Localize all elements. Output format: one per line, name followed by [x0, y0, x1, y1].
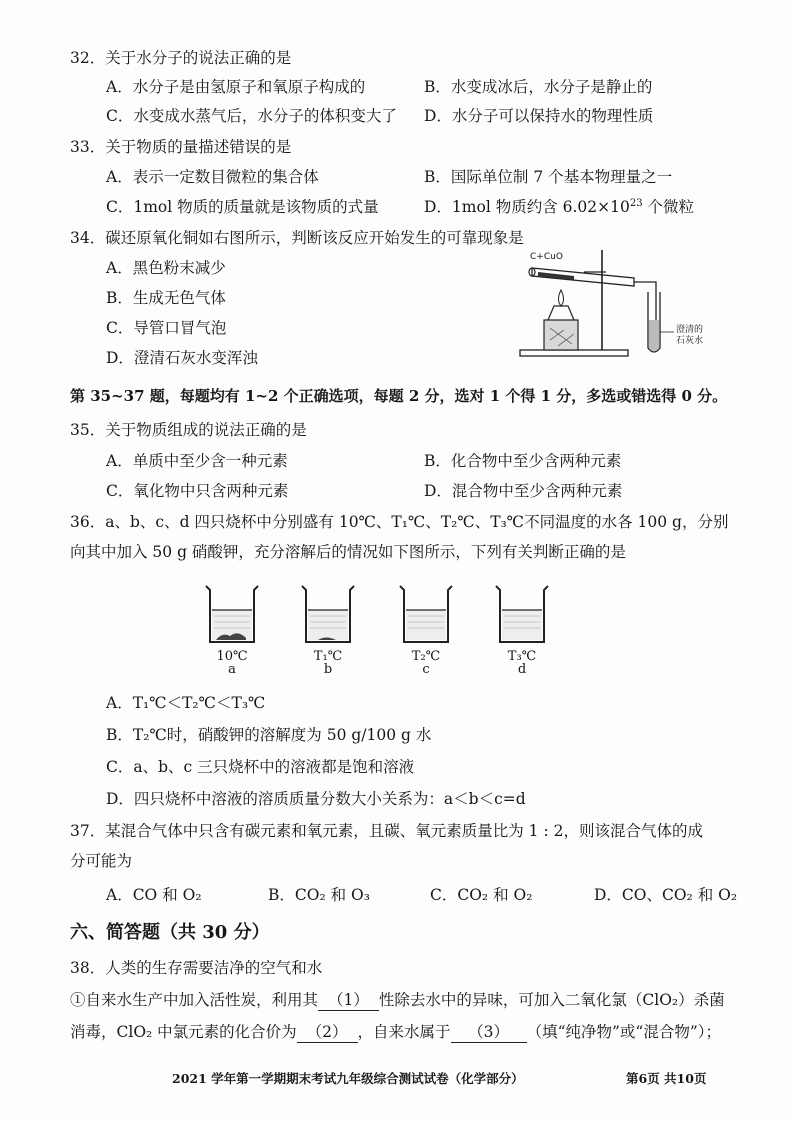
q32-option-d: D．水分子可以保持水的物理性质 [424, 107, 654, 125]
q36-option-b: B．T₂℃时，硝酸钾的溶解度为 50 g/100 g 水 [106, 726, 432, 744]
answer-blank-3[interactable]: （3） [451, 1022, 527, 1043]
fig-tube-label: C+CuO [530, 252, 563, 262]
q36-option-d: D．四只烧杯中溶液的溶质质量分数大小关系为：a＜b＜c=d [106, 790, 526, 808]
answer-blank-1[interactable]: （1） [318, 990, 379, 1011]
q36-option-c: C．a、b、c 三只烧杯中的溶液都是饱和溶液 [106, 758, 415, 776]
beaker-d-temp: T₃℃ [507, 649, 537, 664]
q37-option-d: D．CO、CO₂ 和 O₂ [594, 886, 738, 904]
section-six-heading: 六、简答题（共 30 分） [70, 922, 270, 943]
q33-stem: 33．关于物质的量描述错误的是 [70, 138, 292, 156]
q32-option-a: A．水分子是由氢原子和氧原子构成的 [106, 78, 366, 96]
beaker-c [400, 586, 452, 642]
beaker-a [206, 586, 258, 642]
q34-option-c: C．导管口冒气泡 [106, 319, 227, 337]
q33-option-b: B．国际单位制 7 个基本物理量之一 [424, 168, 673, 186]
beaker-b-letter: b [323, 662, 333, 677]
q35-stem: 35．关于物质组成的说法正确的是 [70, 421, 307, 439]
q34-option-a: A．黑色粉末减少 [106, 259, 226, 277]
q32-option-c: C．水变成水蒸气后，水分子的体积变大了 [106, 107, 397, 125]
q37-option-a: A．CO 和 O₂ [106, 886, 202, 904]
q38-line1: ①自来水生产中加入活性炭，利用其 （1） 性除去水中的异味，可加入二氧化氯（ClO₂）杀菌 [70, 991, 725, 1009]
q35-option-c: C．氧化物中只含两种元素 [106, 482, 289, 500]
q34-stem: 34．碳还原氧化铜如右图所示，判断该反应开始发生的可靠现象是 [70, 229, 524, 247]
q36-stem-line2: 向其中加入 50 g 硝酸钾，充分溶解后的情况如下图所示，下列有关判断正确的是 [70, 543, 626, 561]
beaker-d-letter: d [517, 662, 527, 677]
footer-page-number: 第6页 共10页 [626, 1071, 707, 1086]
footer-title: 2021 学年第一学期期末考试九年级综合测试试卷（化学部分） [172, 1071, 524, 1086]
q32-stem: 32．关于水分子的说法正确的是 [70, 49, 292, 67]
q35-option-b: B．化合物中至少含两种元素 [424, 452, 622, 470]
q37-option-c: C．CO₂ 和 O₂ [430, 886, 533, 904]
q35-option-d: D．混合物中至少含两种元素 [424, 482, 623, 500]
q37-option-b: B．CO₂ 和 O₃ [268, 886, 370, 904]
beakers-figure [200, 582, 560, 648]
fig-limewater-label-1: 澄清的 [676, 325, 704, 335]
beaker-b [302, 586, 354, 642]
beaker-d [496, 586, 548, 642]
beaker-c-temp: T₂℃ [411, 649, 441, 664]
fig-limewater-label-2: 石灰水 [676, 336, 704, 346]
q33-option-c: C．1mol 物质的质量就是该物质的式量 [106, 198, 379, 216]
beaker-a-temp: 10℃ [216, 649, 248, 664]
q33-option-d: D．1mol 物质约含 $6.02\times 10^{23}$ 个微粒 [424, 197, 695, 216]
beaker-a-letter: a [228, 662, 236, 677]
q34-option-d: D．澄清石灰水变浑浊 [106, 349, 258, 367]
q37-stem-line1: 37．某混合气体中只含有碳元素和氧元素，且碳、氧元素质量比为 1 : 2，则该混合气体的成 [70, 822, 703, 840]
q37-stem-line2: 分可能为 [70, 852, 133, 870]
answer-blank-2[interactable]: （2） [297, 1022, 358, 1043]
q32-option-b: B．水变成冰后，水分子是静止的 [424, 78, 653, 96]
q34-option-b: B．生成无色气体 [106, 289, 226, 307]
q33-option-a: A．表示一定数目微粒的集合体 [106, 168, 319, 186]
q38-line2: 消毒，ClO₂ 中氯元素的化合价为 （2） ，自来水属于 （3） （填“纯净物”或“混合物”）； [70, 1023, 722, 1041]
q38-stem: 38．人类的生存需要洁净的空气和水 [70, 959, 323, 977]
section-note: 第 35~37 题，每题均有 1~2 个正确选项，每题 2 分，选对 1 个得 1 分，多选或错选得 0 分。 [70, 387, 728, 405]
q36-option-a: A．T₁℃＜T₂℃＜T₃℃ [106, 694, 266, 712]
q36-stem-line1: 36．a、b、c、d 四只烧杯中分别盛有 10℃、T₁℃、T₂℃、T₃℃不同温度的水各 100 g，分别 [70, 513, 729, 531]
beaker-b-temp: T₁℃ [313, 649, 343, 664]
beaker-c-letter: c [422, 662, 430, 677]
q35-option-a: A．单质中至少含一种元素 [106, 452, 288, 470]
